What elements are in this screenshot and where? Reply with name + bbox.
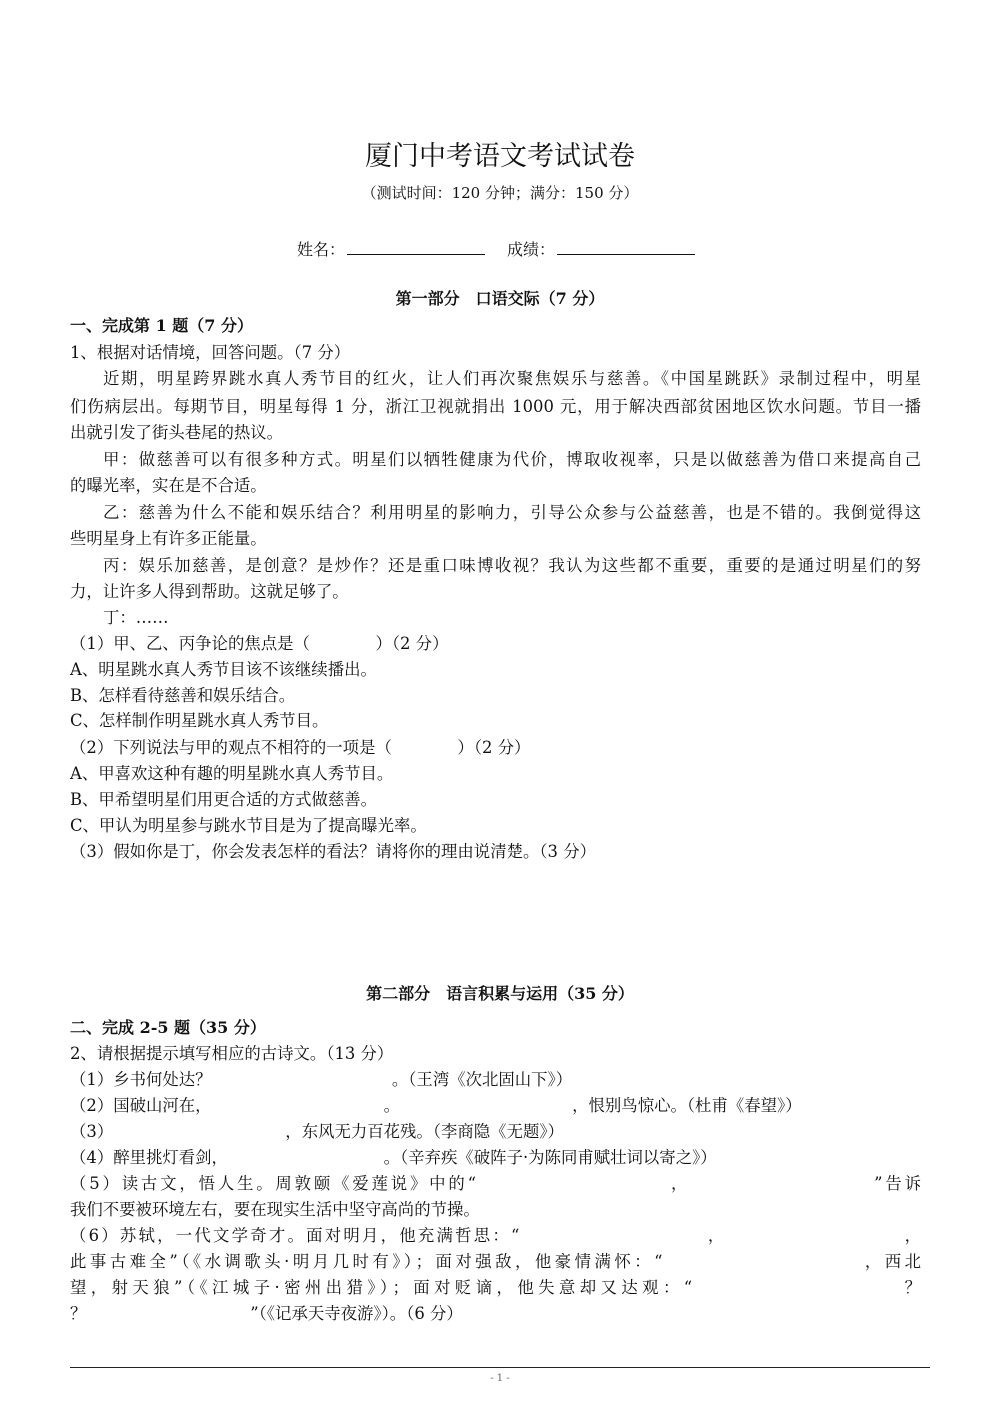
poem-blank-6-end: ？ ”（《记承天寺夜游》）。（6 分） xyxy=(70,1304,463,1323)
passage-line: 们伤病层出。每期节目，明星每得 1 分，浙江卫视就捐出 1000 元，用于解决西部贫困地区饮水问题。节目一播 xyxy=(70,397,921,416)
poem-blank-6-cont: 望，射天狼”（《江城子·密州出猎》）；面对贬谪，他失意却又达观：“ ？ xyxy=(70,1278,921,1297)
exam-info: （测试时间：120 分钟；满分：150 分） xyxy=(361,184,639,202)
score-label: 成绩： xyxy=(507,240,556,259)
question-2-stem: 2、请根据提示填写相应的古诗文。（13 分） xyxy=(70,1044,394,1063)
dialogue-yi-cont: 些明星身上有许多正能量。 xyxy=(70,529,267,548)
poem-blank-1: （1）乡书何处达？ 。（王湾《次北固山下》） xyxy=(70,1070,573,1089)
passage-line: 出就引发了街头巷尾的热议。 xyxy=(70,423,284,442)
option-c: C、怎样制作明星跳水真人秀节目。 xyxy=(70,711,329,730)
poem-blank-4: （4）醉里挑灯看剑， 。（辛弃疾《破阵子·为陈同甫赋壮词以寄之》） xyxy=(70,1148,717,1167)
question-1-2: （2）下列说法与甲的观点不相符的一项是（ ）（2 分） xyxy=(70,738,531,757)
question-1-stem: 1、根据对话情境，回答问题。（7 分） xyxy=(70,343,351,362)
passage-line: 近期，明星跨界跳水真人秀节目的红火，让人们再次聚焦娱乐与慈善。《中国星跳跃》录制过程中，明星 xyxy=(103,369,921,388)
poem-blank-6: （6）苏轼，一代文学奇才。面对明月，他充满哲思：“ ， ， xyxy=(70,1226,921,1245)
option-a: A、明星跳水真人秀节目该不该继续播出。 xyxy=(70,660,377,679)
section1-heading: 一、完成第 1 题（7 分） xyxy=(70,316,253,335)
question-1-1: （1）甲、乙、丙争论的焦点是（ ）（2 分） xyxy=(70,634,449,653)
dialogue-bing: 丙：娱乐加慈善，是创意？是炒作？还是重口味博收视？我认为这些都不重要，重要的是通过明星们的努 xyxy=(103,556,921,575)
dialogue-ding: 丁：…… xyxy=(103,608,169,627)
option-b: B、怎样看待慈善和娱乐结合。 xyxy=(70,686,296,705)
poem-blank-6-cont: 此事古难全”（《水调歌头·明月几时有》）；面对强敌，他豪情满怀：“ ，西北 xyxy=(70,1252,921,1271)
poem-blank-3: （3） ，东风无力百花残。（李商隐《无题》） xyxy=(70,1122,564,1141)
part2-title: 第二部分 语言积累与运用（35 分） xyxy=(366,984,634,1003)
name-blank[interactable] xyxy=(347,240,485,255)
name-label: 姓名： xyxy=(296,240,345,259)
dialogue-jia: 甲：做慈善可以有很多种方式。明星们以牺牲健康为代价，博取收视率，只是以做慈善为借口来提高自己 xyxy=(103,450,921,469)
page-number: - 1 - xyxy=(490,1373,510,1384)
dialogue-bing-cont: 力，让许多人得到帮助。这就足够了。 xyxy=(70,582,349,601)
option-a: A、甲喜欢这种有趣的明星跳水真人秀节目。 xyxy=(70,764,394,783)
poem-blank-5-cont: 我们不要被环境左右，要在现实生活中坚守高尚的节操。 xyxy=(70,1200,480,1219)
score-blank[interactable] xyxy=(557,240,695,255)
question-1-3: （3）假如你是丁，你会发表怎样的看法？请将你的理由说清楚。（3 分） xyxy=(70,842,596,861)
poem-blank-2: （2）国破山河在， 。 ，恨别鸟惊心。（杜甫《春望》） xyxy=(70,1096,802,1115)
option-b: B、甲希望明星们用更合适的方式做慈善。 xyxy=(70,790,378,809)
poem-blank-5: （5）读古文，悟人生。周敦颐《爱莲说》中的“ ， ”告诉 xyxy=(70,1174,922,1193)
option-c: C、甲认为明星参与跳水节目是为了提高曝光率。 xyxy=(70,816,427,835)
page-title: 厦门中考语文考试试卷 xyxy=(365,141,635,172)
dialogue-yi: 乙：慈善为什么不能和娱乐结合？利用明星的影响力，引导公众参与公益慈善，也是不错的。我倒觉得这 xyxy=(103,503,921,522)
section2-heading: 二、完成 2-5 题（35 分） xyxy=(70,1018,266,1037)
footer-rule xyxy=(70,1367,930,1368)
dialogue-jia-cont: 的曝光率，实在是不合适。 xyxy=(70,476,267,495)
name-score-row xyxy=(0,240,1000,258)
part1-title: 第一部分 口语交际（7 分） xyxy=(395,289,605,308)
